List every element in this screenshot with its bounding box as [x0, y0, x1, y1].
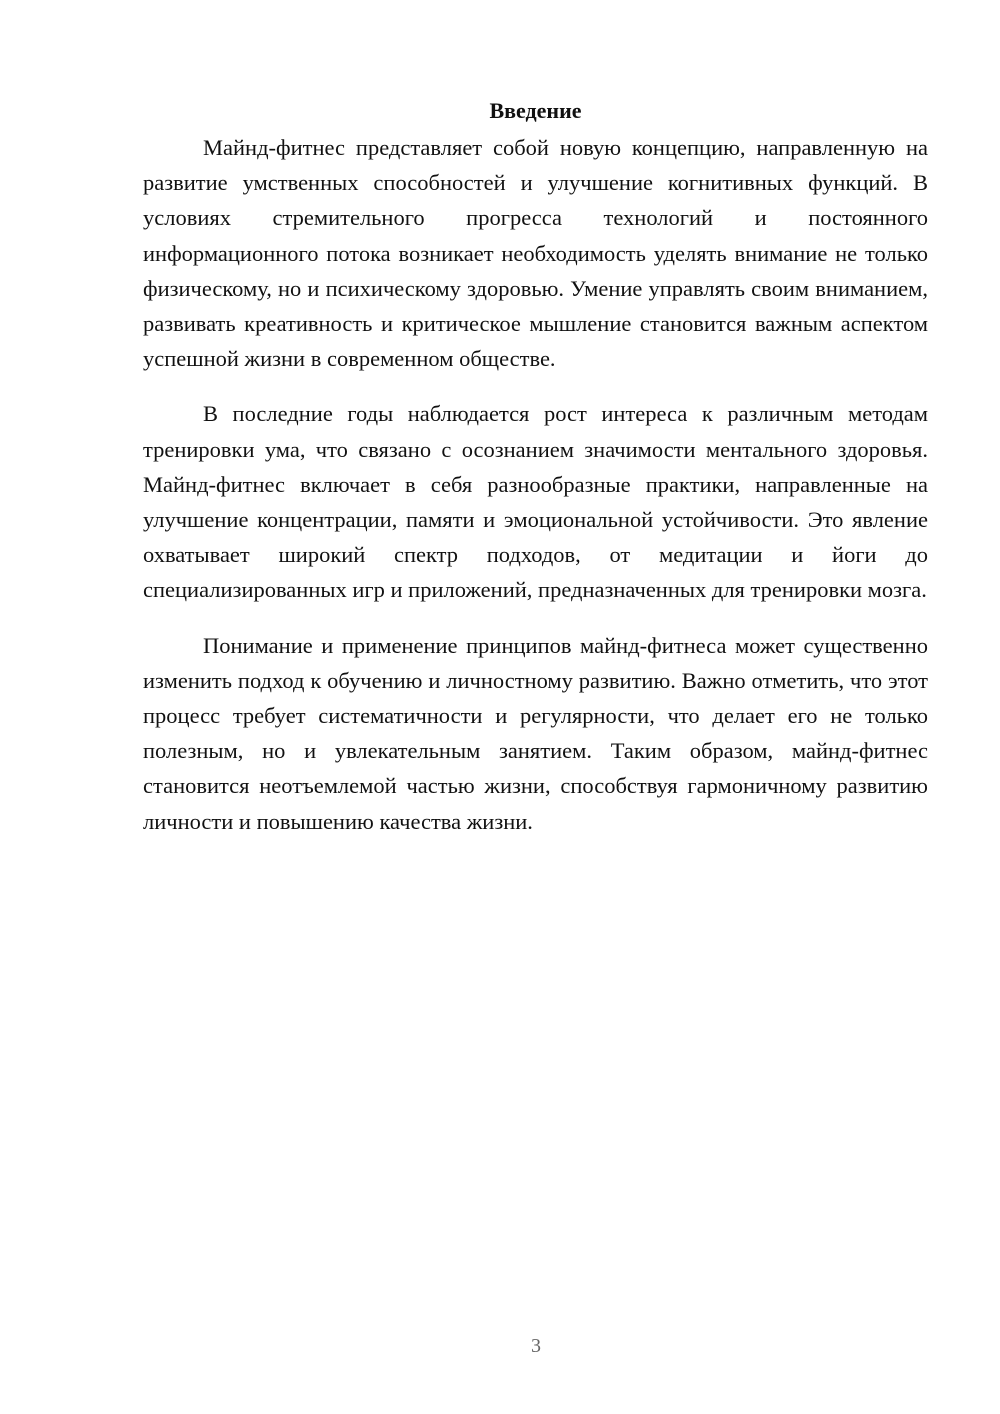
paragraph-2: В последние годы наблюдается рост интереса к различным методам тренировки ума, что связано с осознанием значимости ментального здоровья. Майнд-фитнес включает в себя разнообразные практики, направленные на улучшение концентрации, памяти и эмоциональной устойчивости. Это явление охватывает широкий спектр подходов, от медитации и йоги до специализированных игр и приложений, предназначенных для тренировки мозга.	[143, 401, 928, 603]
paragraph-3: Понимание и применение принципов майнд-фитнеса может существенно изменить подход к обучению и личностному развитию. Важно отметить, что этот процесс требует систематичности и регулярности, что делает его не только полезным, но и увлекательным занятием. Таким образом, майнд-фитнес становится неотъемлемой частью жизни, способствуя гармоничному развитию личности и повышению качества жизни.	[143, 632, 928, 834]
document-body	[143, 96, 928, 859]
paragraph-1: Майнд-фитнес представляет собой новую концепцию, направленную на развитие умственных способностей и улучшение когнитивных функций. В условиях стремительного прогресса технологий и постоянного информационного потока возникает необходимость уделять внимание не только физическому, но и психическому здоровью. Умение управлять своим вниманием, развивать креативность и критическое мышление становится важным аспектом успешной жизни в современном обществе.	[143, 135, 928, 372]
section-title: Введение	[489, 98, 582, 123]
page-number: 3	[531, 1335, 541, 1357]
